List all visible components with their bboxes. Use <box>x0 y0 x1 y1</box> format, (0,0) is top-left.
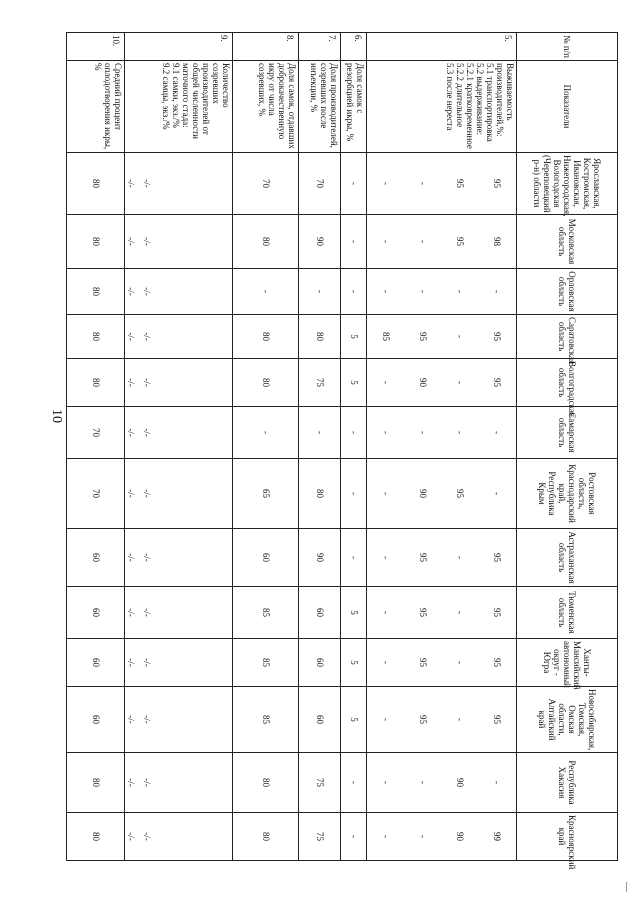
value: - <box>454 611 465 614</box>
value: -/- <box>126 179 137 188</box>
value-cell: 60 <box>299 587 341 639</box>
table-body <box>67 33 517 861</box>
value-cell: 5 <box>341 639 367 687</box>
value-cell: - <box>341 753 367 813</box>
value: 95 <box>491 553 502 562</box>
value-cell <box>367 269 517 315</box>
table-row <box>67 33 125 861</box>
indicator-line: 5.2.2 длительное <box>454 63 465 128</box>
value: - <box>491 781 502 784</box>
value-cell <box>367 639 517 687</box>
value-cell: 80 <box>233 753 299 813</box>
indicator-line: 5.1 транспортировка <box>484 63 495 142</box>
value: - <box>381 182 392 185</box>
value: 98 <box>491 237 502 246</box>
value-cell: 80 <box>67 269 125 315</box>
value: -/- <box>142 778 153 787</box>
value: 90 <box>418 378 429 387</box>
value: -/- <box>126 378 137 387</box>
value: - <box>454 556 465 559</box>
value: - <box>418 781 429 784</box>
value: - <box>418 835 429 838</box>
value-cell: 5 <box>341 587 367 639</box>
value: - <box>454 431 465 434</box>
value-cell: 80 <box>299 315 341 359</box>
row-number: 5. <box>367 33 517 61</box>
value-cell: 90 <box>299 215 341 269</box>
value-cell: 80 <box>233 215 299 269</box>
column-header-9: Астраханская область <box>517 529 618 587</box>
value-cell: 5 <box>341 315 367 359</box>
value: -/- <box>142 179 153 188</box>
value-cell <box>125 753 233 813</box>
table-row <box>125 33 233 861</box>
value-cell: 80 <box>299 459 341 529</box>
value: -/- <box>142 428 153 437</box>
value: 95 <box>454 489 465 498</box>
row-number: 7. <box>299 33 341 61</box>
indicator-cell <box>233 61 299 153</box>
column-header-5: Саратовская область <box>517 315 618 359</box>
value-cell: 70 <box>299 153 341 215</box>
row-number: 8. <box>233 33 299 61</box>
value: -/- <box>142 832 153 841</box>
value: 95 <box>418 608 429 617</box>
value: - <box>418 240 429 243</box>
value-cell: 75 <box>299 359 341 407</box>
indicator-cell <box>299 61 341 153</box>
value: - <box>381 381 392 384</box>
value-cell: 75 <box>299 813 341 861</box>
indicator-line: 5.2 выдерживание: <box>474 63 485 136</box>
value: -/- <box>142 715 153 724</box>
indicator-cell <box>67 61 125 153</box>
value-cell: 60 <box>67 529 125 587</box>
value: - <box>454 335 465 338</box>
value-cell <box>125 687 233 753</box>
value: -/- <box>142 332 153 341</box>
value: -/- <box>126 715 137 724</box>
indicator-line: Доля самок, отдавших доброкачественную икру от числа созревших, % <box>256 63 297 149</box>
column-header-3: Московская область <box>517 215 618 269</box>
value-cell: 85 <box>233 587 299 639</box>
value: 95 <box>491 608 502 617</box>
table-sheet <box>70 32 618 870</box>
value-cell <box>367 459 517 529</box>
value-cell: - <box>341 529 367 587</box>
value-cell <box>367 315 517 359</box>
value-cell <box>367 153 517 215</box>
row-number: 9. <box>125 33 233 61</box>
value-cell <box>125 315 233 359</box>
column-header-11: Ханты-Мансийский автономный округ - Югра <box>517 639 618 687</box>
value: -/- <box>126 553 137 562</box>
column-header-8: Ростовская область, Краснодарский край, Республика Крым <box>517 459 618 529</box>
value: 95 <box>491 179 502 188</box>
value-cell <box>367 587 517 639</box>
value-cell <box>125 153 233 215</box>
indicator-line: Выживаемость производителей,%: <box>494 63 515 137</box>
value-cell: - <box>341 407 367 459</box>
value: - <box>381 431 392 434</box>
value: -/- <box>142 658 153 667</box>
value: 90 <box>418 489 429 498</box>
value: - <box>381 835 392 838</box>
table-row <box>233 33 299 861</box>
table-row <box>299 33 341 861</box>
value: -/- <box>126 832 137 841</box>
value: -/- <box>142 489 153 498</box>
value-cell: 60 <box>67 587 125 639</box>
value-cell: 80 <box>233 359 299 407</box>
value: - <box>491 431 502 434</box>
table-row <box>341 33 367 861</box>
value-cell: 85 <box>233 639 299 687</box>
value: -/- <box>142 553 153 562</box>
value-cell: 80 <box>67 153 125 215</box>
value-cell: - <box>341 269 367 315</box>
value: 95 <box>491 378 502 387</box>
value-cell: 80 <box>67 315 125 359</box>
value: - <box>418 182 429 185</box>
value-cell: - <box>299 407 341 459</box>
value-cell <box>367 215 517 269</box>
value: - <box>381 290 392 293</box>
column-header-2: Ярославская, Костромская, Ивановская, Нижегородская, Вологодская (Череповецкий р-н) области <box>517 153 618 215</box>
column-header-14: Красноярский край <box>517 813 618 861</box>
value-cell <box>125 359 233 407</box>
indicator-line: 9.1 самки, экз./% <box>170 63 181 128</box>
value-cell <box>125 529 233 587</box>
value: -/- <box>126 489 137 498</box>
value-cell: 60 <box>299 639 341 687</box>
value-cell: 60 <box>67 687 125 753</box>
value-cell <box>367 407 517 459</box>
value: -/- <box>126 332 137 341</box>
value-cell: 80 <box>67 215 125 269</box>
value-cell: 80 <box>233 315 299 359</box>
value-cell <box>125 587 233 639</box>
value-cell <box>125 215 233 269</box>
value-cell: 65 <box>233 459 299 529</box>
value: - <box>418 431 429 434</box>
value-cell: 75 <box>299 753 341 813</box>
value: 95 <box>491 332 502 341</box>
value: - <box>454 661 465 664</box>
value-cell: 70 <box>67 407 125 459</box>
indicator-line: Количество созревших производителей от общей численности маточного стада: <box>180 63 231 139</box>
indicator-cell <box>367 61 517 153</box>
value: - <box>381 492 392 495</box>
value: 95 <box>454 237 465 246</box>
column-header-10: Тюменская область <box>517 587 618 639</box>
value: -/- <box>126 778 137 787</box>
column-header-7: Самарская область <box>517 407 618 459</box>
value: 95 <box>418 658 429 667</box>
value-cell: 70 <box>67 459 125 529</box>
indicator-line: Доля производителей, созревших после инъекции, % <box>308 63 339 148</box>
value: - <box>454 718 465 721</box>
value-cell <box>125 269 233 315</box>
value-cell <box>367 813 517 861</box>
table-row <box>367 33 517 861</box>
row-number: 10. <box>67 33 125 61</box>
value-cell <box>367 753 517 813</box>
value: 90 <box>454 778 465 787</box>
value: 95 <box>454 179 465 188</box>
value: -/- <box>142 608 153 617</box>
page-number: 10 <box>49 409 64 423</box>
column-header-12: Новосибирская, Томская, Омская области, Алтайский край <box>517 687 618 753</box>
value-cell: - <box>299 269 341 315</box>
value-cell: - <box>341 459 367 529</box>
value: -/- <box>142 287 153 296</box>
value-cell: - <box>341 215 367 269</box>
value-cell <box>125 639 233 687</box>
value-cell: 60 <box>299 687 341 753</box>
table-header-row <box>517 33 618 861</box>
value-cell <box>125 459 233 529</box>
value: 95 <box>491 715 502 724</box>
value: 95 <box>418 715 429 724</box>
value: -/- <box>142 378 153 387</box>
value-cell: 90 <box>299 529 341 587</box>
value-cell: - <box>233 269 299 315</box>
indicator-line: Средний процент оплодотворения икры, % <box>92 63 123 150</box>
indicator-cell <box>341 61 367 153</box>
row-number: 6. <box>341 33 367 61</box>
value-cell: 80 <box>233 813 299 861</box>
column-header-13: Республика Хакасия <box>517 753 618 813</box>
value: - <box>381 781 392 784</box>
value-cell <box>367 529 517 587</box>
value: 95 <box>418 553 429 562</box>
value: 95 <box>491 658 502 667</box>
value-cell: 60 <box>67 639 125 687</box>
value-cell <box>367 687 517 753</box>
value: -/- <box>126 237 137 246</box>
value: 85 <box>381 332 392 341</box>
column-header-1: Показатели <box>517 61 618 153</box>
value: 99 <box>491 832 502 841</box>
value-cell: 70 <box>233 153 299 215</box>
value: - <box>418 290 429 293</box>
margin-mark <box>626 882 631 892</box>
fish-breeding-indicators-table <box>66 32 618 870</box>
value-cell <box>367 359 517 407</box>
value-cell: 80 <box>67 813 125 861</box>
value-cell: 80 <box>67 359 125 407</box>
value-cell: 60 <box>233 529 299 587</box>
value: - <box>381 661 392 664</box>
indicator-cell <box>125 61 233 153</box>
table-rotation-frame <box>70 32 618 870</box>
column-header-0: № п/п <box>517 33 618 61</box>
value: 95 <box>418 332 429 341</box>
value: - <box>381 240 392 243</box>
value: -/- <box>126 287 137 296</box>
indicator-line: 9.2 самцы, экз./% <box>160 63 171 130</box>
value: - <box>381 611 392 614</box>
value-cell: 85 <box>233 687 299 753</box>
value: - <box>491 492 502 495</box>
value: -/- <box>142 237 153 246</box>
value: - <box>491 290 502 293</box>
indicator-line: 5.2.1 кратковременное <box>464 63 475 149</box>
value-cell <box>125 407 233 459</box>
value: - <box>381 556 392 559</box>
indicator-line: 5.3 после нереста <box>444 63 455 131</box>
value-cell <box>125 813 233 861</box>
value-cell: 5 <box>341 687 367 753</box>
value: -/- <box>126 428 137 437</box>
value-cell: 5 <box>341 359 367 407</box>
value: - <box>381 718 392 721</box>
indicator-line: Доля самок с резорбцией икры, % <box>344 63 365 142</box>
value-cell: - <box>233 407 299 459</box>
value-cell: 80 <box>67 753 125 813</box>
column-header-6: Волгоградская область <box>517 359 618 407</box>
column-header-4: Орловская область <box>517 269 618 315</box>
value-cell: - <box>341 813 367 861</box>
value: -/- <box>126 608 137 617</box>
value: - <box>454 381 465 384</box>
value: -/- <box>126 658 137 667</box>
value: - <box>454 290 465 293</box>
value-cell: - <box>341 153 367 215</box>
value: 90 <box>454 832 465 841</box>
